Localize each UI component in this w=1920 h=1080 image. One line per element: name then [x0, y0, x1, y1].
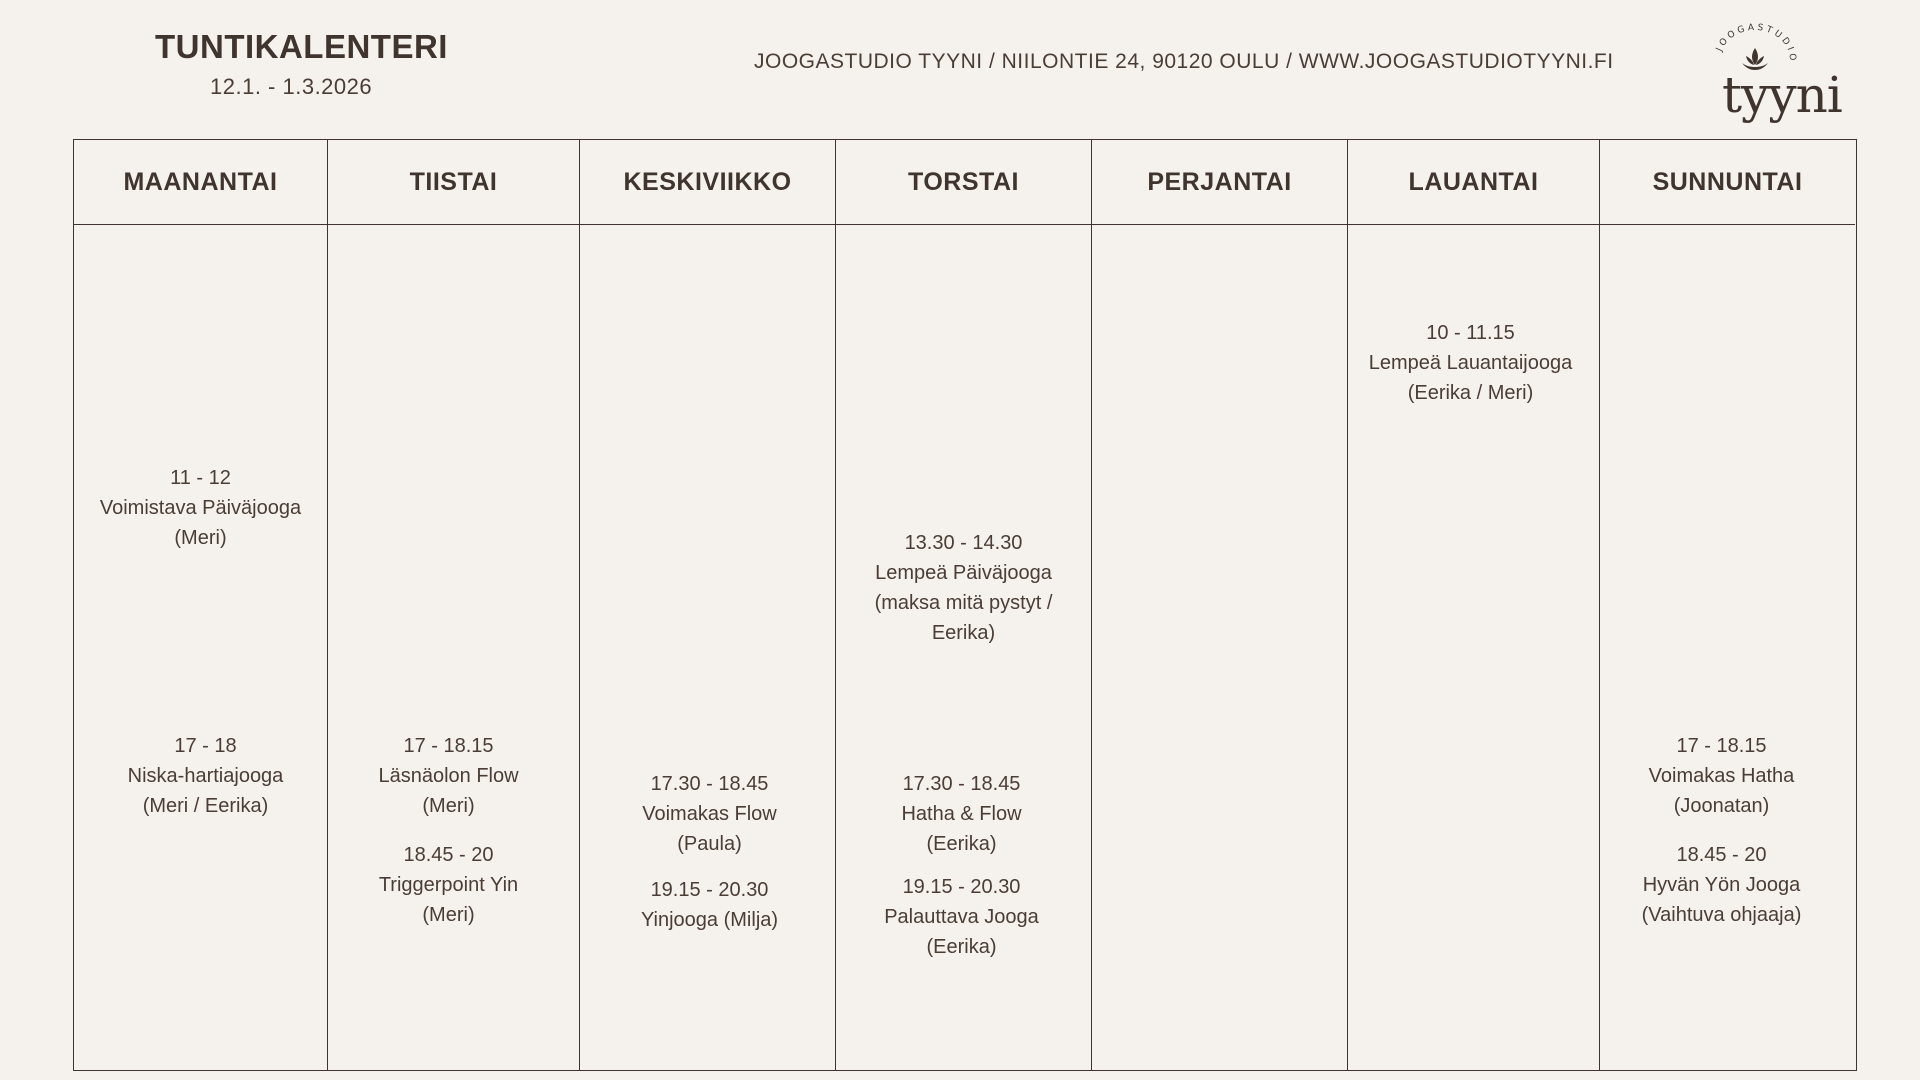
day-header: MAANANTAI [74, 140, 327, 225]
class-teacher: (maksa mitä pystyt / [874, 592, 1053, 614]
class-time: 17 - 18.15 [1676, 735, 1767, 757]
class-entry [832, 872, 1091, 962]
day-column-tuesday [328, 140, 580, 1070]
logo-arc-text: JOOGASTUDIO [1714, 22, 1798, 64]
class-name: Palauttava Jooga [884, 906, 1039, 928]
day-column-wednesday [580, 140, 836, 1070]
logo [1700, 18, 1850, 133]
day-column-sunday [1600, 140, 1855, 1070]
class-teacher: (Meri) [174, 527, 227, 549]
class-teacher: (Eerika / Meri) [1407, 382, 1534, 404]
class-time: 11 - 12 [170, 467, 231, 489]
class-entry [832, 769, 1091, 859]
class-time: 17.30 - 18.45 [902, 773, 1021, 795]
class-teacher: (Vaihtuva ohjaaja) [1641, 904, 1802, 926]
class-name: Lempeä Päiväjooga [875, 562, 1052, 584]
class-name: Lempeä Lauantaijooga [1368, 352, 1573, 374]
class-teacher: Eerika) [931, 622, 996, 644]
class-teacher: (Eerika) [926, 936, 997, 958]
class-time: 13.30 - 14.30 [904, 532, 1023, 554]
class-time: 10 - 11.15 [1426, 322, 1515, 344]
class-name: Hatha & Flow [901, 803, 1022, 825]
class-entry [584, 875, 835, 935]
day-column-monday [74, 140, 328, 1070]
day-header: PERJANTAI [1092, 140, 1347, 225]
day-header: TIISTAI [328, 140, 579, 225]
day-column-thursday [836, 140, 1092, 1070]
class-time: 18.45 - 20 [403, 844, 494, 866]
class-name: Voimistava Päiväjooga [99, 497, 302, 519]
day-header: TORSTAI [836, 140, 1091, 225]
class-entry [84, 731, 327, 821]
day-column-friday [1092, 140, 1348, 1070]
class-teacher: (Meri) [422, 795, 475, 817]
schedule-grid [73, 139, 1857, 1071]
day-header: SUNNUNTAI [1600, 140, 1855, 225]
class-teacher: (Paula) [677, 833, 742, 855]
class-teacher: (Meri) [422, 904, 475, 926]
class-time: 17 - 18.15 [403, 735, 494, 757]
day-header: KESKIVIIKKO [580, 140, 835, 225]
class-name: Yinjooga (Milja) [640, 909, 779, 931]
class-time: 17 - 18 [174, 735, 237, 757]
class-time: 19.15 - 20.30 [650, 879, 769, 901]
class-entry [74, 463, 327, 553]
day-column-saturday [1348, 140, 1600, 1070]
class-time: 18.45 - 20 [1676, 844, 1767, 866]
page-title: TUNTIKALENTERI [155, 28, 448, 65]
class-name: Niska-hartiajooga [127, 765, 284, 787]
class-entry [1588, 731, 1855, 821]
class-entry [584, 769, 835, 859]
class-entry [1342, 318, 1599, 408]
logo-wordmark: tyyni [1722, 66, 1842, 124]
class-time: 19.15 - 20.30 [902, 876, 1021, 898]
class-name: Läsnäolon Flow [378, 765, 519, 787]
class-time: 17.30 - 18.45 [650, 773, 769, 795]
date-range: 12.1. - 1.3.2026 [210, 74, 373, 99]
class-name: Triggerpoint Yin [378, 874, 519, 896]
class-teacher: (Joonatan) [1673, 795, 1770, 817]
class-name: Hyvän Yön Jooga [1642, 874, 1801, 896]
class-entry [1588, 840, 1855, 930]
class-teacher: (Meri / Eerika) [142, 795, 269, 817]
class-entry [836, 528, 1091, 648]
studio-info: JOOGASTUDIO TYYNI / NIILONTIE 24, 90120 OULU / WWW.JOOGASTUDIOTYYNI.FI [754, 50, 1614, 73]
day-header: LAUANTAI [1348, 140, 1599, 225]
class-name: Voimakas Flow [642, 803, 777, 825]
class-teacher: (Eerika) [926, 833, 997, 855]
class-name: Voimakas Hatha [1648, 765, 1795, 787]
class-entry [318, 731, 579, 821]
class-entry [318, 840, 579, 930]
